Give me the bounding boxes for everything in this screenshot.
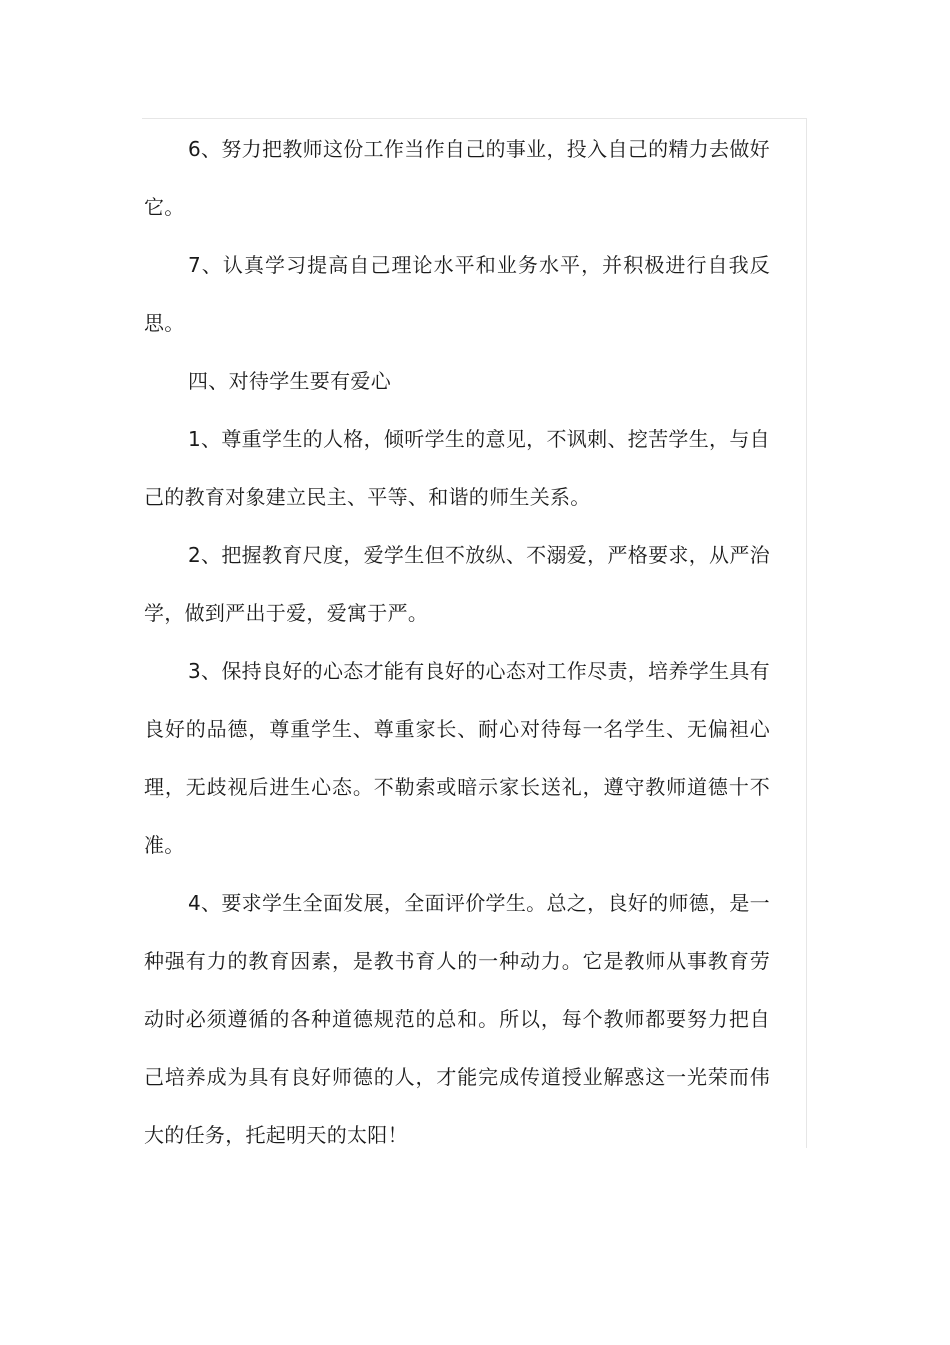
paragraph-item-3: 3、保持良好的心态才能有良好的心态对工作尽责，培养学生具有良好的品德，尊重学生、尊重家长、耐心对待每一名学生、无偏袒心理，无歧视后进生心态。不勒索或暗示家长送礼，遵守教师道德十不准。 <box>144 659 770 857</box>
paragraph-item-4: 4、要求学生全面发展，全面评价学生。总之，良好的师德，是一种强有力的教育因素，是教书育人的一种动力。它是教师从事教育劳动时必须遵循的各种道德规范的总和。所以，每个教师都要努力把自己培养成为具有良好师德的人，才能完成传道授业解惑这一光荣而伟大的任务，托起明天的太阳！ <box>144 891 770 1147</box>
section-heading: 四、对待学生要有爱心 <box>188 369 391 393</box>
paragraph-item-1: 1、尊重学生的人格，倾听学生的意见，不讽刺、挖苦学生，与自己的教育对象建立民主、平等、和谐的师生关系。 <box>144 427 770 509</box>
paragraph-item-2: 2、把握教育尺度，爱学生但不放纵、不溺爱，严格要求，从严治学，做到严出于爱，爱寓于严。 <box>144 543 770 625</box>
document-body <box>144 120 770 1164</box>
paragraph-item-7: 7、认真学习提高自己理论水平和业务水平，并积极进行自我反思。 <box>144 253 770 335</box>
paragraph-item-6: 6、努力把教师这份工作当作自己的事业，投入自己的精力去做好它。 <box>144 137 770 219</box>
